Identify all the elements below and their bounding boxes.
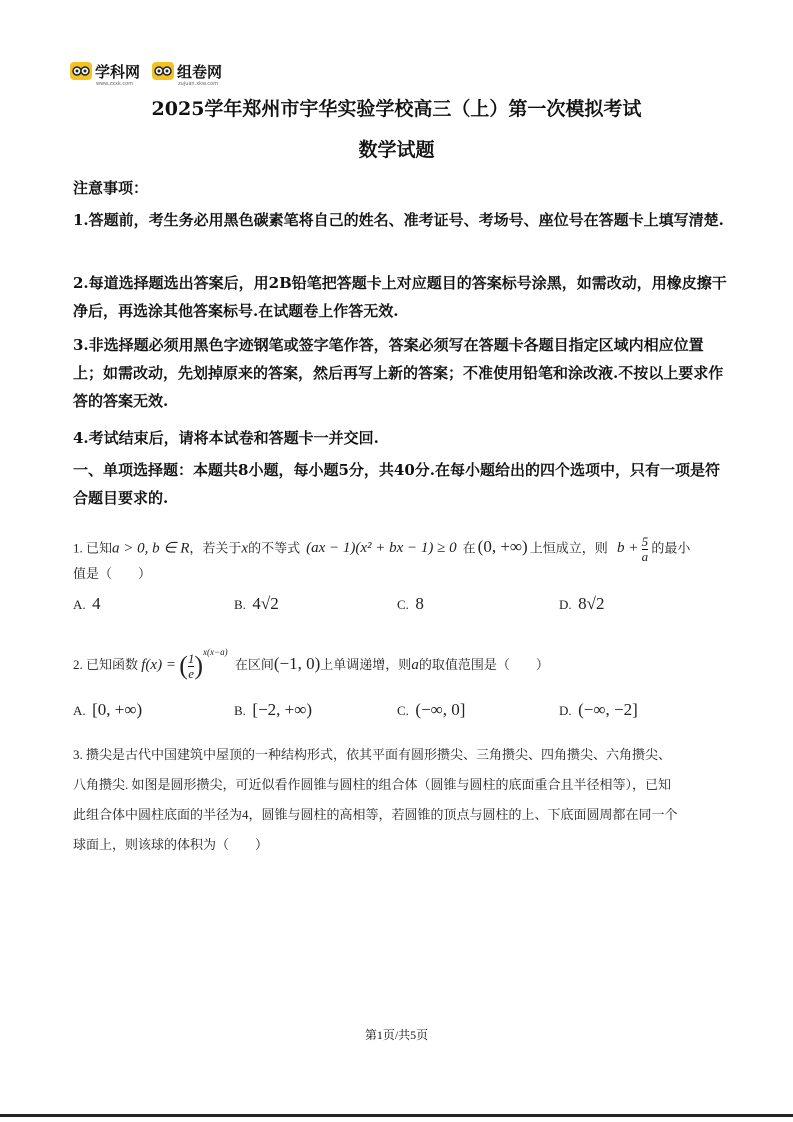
logo-sub: www.zxxk.com: [96, 80, 134, 87]
logo-name: 组卷网: [177, 62, 223, 81]
notice-item: 2.每道选择题选出答案后，用2B铅笔把答题卡上对应题目的答案标号涂黑，如需改动，用橡皮擦干净后，再选涂其他答案标号.在试题卷上作答无效.: [73, 274, 727, 320]
notice-item: 3.非选择题必须用黑色字迹钢笔或签字笔作答，答案必须写在答题卡各题目指定区域内相应位置上；如需改动，先划掉原来的答案，然后再写上新的答案；不准使用铅笔和涂改液.不按以上要求作答的答案无效.: [73, 336, 724, 410]
owl-icon: [70, 62, 92, 80]
q2-func: f(x) =: [141, 657, 176, 673]
option-value: 8: [415, 594, 424, 613]
exam-title: 2025学年郑州市宇华实验学校高三（上）第一次模拟考试: [151, 98, 642, 120]
section-heading: 一、单项选择题：本题共8小题，每小题5分，共40分.在每小题给出的四个选项中，只有一项是符合题目要求的.: [73, 461, 720, 507]
exam-subtitle: 数学试题: [358, 139, 435, 161]
q2-interval: (−1, 0): [273, 654, 321, 673]
q2-option-c: [397, 700, 465, 720]
q1-line2: 值是（ ）: [73, 566, 152, 581]
option-value: [−2, +∞): [252, 700, 313, 719]
q2-option-a: [73, 700, 142, 720]
logo-name: 学科网: [95, 62, 141, 81]
notice-heading: 注意事项：: [73, 179, 149, 197]
denominator: e: [188, 665, 195, 681]
option-value: 4√2: [252, 594, 279, 613]
q1-text: 的不等式: [248, 540, 301, 556]
q2-option-d: [559, 700, 638, 720]
option-value: [0, +∞): [92, 700, 143, 719]
option-label: A.: [73, 597, 86, 612]
notice-item: 1.答题前，考生务必用黑色碳素笔将自己的姓名、准考证号、考场号、座位号在答题卡上填写清楚.: [73, 211, 724, 229]
denominator: a: [641, 549, 649, 564]
option-label: C.: [397, 597, 409, 612]
question-3: [73, 740, 733, 860]
q2-text: 的取值范围是（ ）: [418, 657, 549, 672]
q1-text: 上恒成立，则: [529, 540, 608, 556]
q1-inequality: (ax − 1)(x² + bx − 1) ≥ 0: [306, 540, 457, 557]
q1-text: 在: [462, 540, 476, 556]
q3-line: 3. 攒尖是古代中国建筑中屋顶的一种结构形式，依其平面有圆形攒尖、三角攒尖、四角攒尖、六角攒尖、: [73, 747, 672, 762]
logo-sub: zujuan.xkw.com: [178, 80, 218, 87]
option-label: B.: [234, 703, 246, 718]
notice-item: 4.考试结束后，请将本试卷和答题卡一并交回.: [73, 429, 379, 447]
q2-text: 在区间: [234, 657, 274, 672]
option-value: (−∞, 0]: [415, 700, 466, 719]
option-value: 4: [92, 594, 101, 613]
q2-exponent: x(x−a): [203, 647, 228, 657]
numerator: 1: [187, 650, 195, 666]
q2-option-b: [234, 700, 312, 720]
q1-var: x: [241, 540, 249, 557]
q1-text: 的最小: [651, 540, 691, 556]
numerator: 5: [641, 534, 649, 549]
question-1: [73, 535, 733, 584]
question-2: 2. 已知函数 f(x) = ( $\frac{1}{e}$ )$^{x(x-a)}$ 在区间(−1, 0)上单调递增，则a的取值范围是（ ）: [73, 647, 549, 681]
q1-fraction: [642, 535, 649, 564]
q1-condition: a > 0, b ∈ R: [112, 540, 190, 557]
q2-var: a: [411, 657, 419, 673]
q1-option-b: [234, 594, 279, 614]
q1-text: 1. 已知: [73, 540, 113, 556]
header-logos: [70, 58, 234, 87]
q1-interval: (0, +∞): [477, 537, 528, 557]
page-number: 第1页/共5页: [364, 1028, 429, 1042]
option-label: B.: [234, 597, 246, 612]
logo-zujuanwang: [152, 61, 223, 87]
q3-line: 八角攒尖. 如图是圆形攒尖，可近似看作圆锥与圆柱的组合体（圆锥与圆柱的底面重合且半径相等），已知: [73, 777, 672, 792]
q1-expr: b +: [616, 540, 639, 557]
q1-option-d: [559, 594, 604, 614]
option-label: C.: [397, 703, 409, 718]
option-value: 8√2: [578, 594, 605, 613]
q1-text: ，若关于: [189, 540, 242, 556]
q2-text: 上单调递增，则: [320, 657, 412, 672]
q1-option-c: [397, 594, 424, 614]
q1-option-a: [73, 594, 101, 614]
option-label: A.: [73, 703, 86, 718]
option-label: D.: [559, 703, 572, 718]
q3-line: 此组合体中圆柱底面的半径为4，圆锥与圆柱的高相等，若圆锥的顶点与圆柱的上、下底面圆周都在同一个: [73, 807, 678, 822]
logo-xuekewang: [70, 61, 141, 87]
bottom-divider: [0, 1114, 793, 1117]
q3-line: 球面上，则该球的体积为（ ）: [73, 837, 269, 852]
option-label: D.: [559, 597, 572, 612]
option-value: (−∞, −2]: [578, 700, 638, 719]
owl-icon: [152, 62, 174, 80]
q2-text: 2. 已知函数: [73, 657, 139, 672]
